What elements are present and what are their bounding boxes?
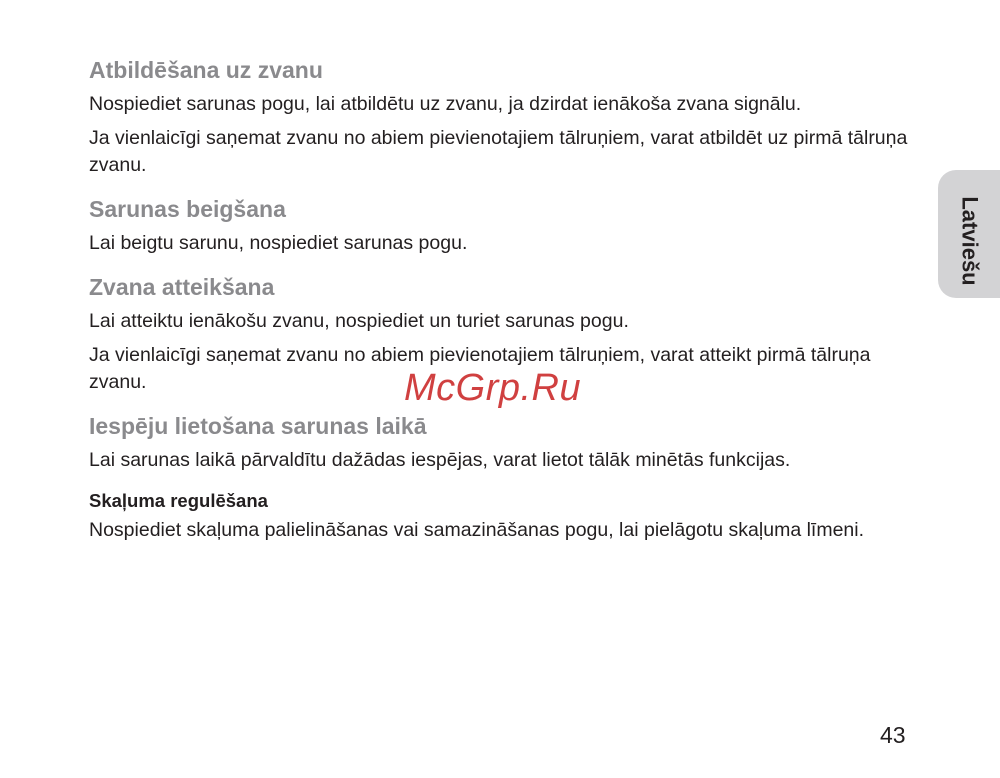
paragraph: Ja vienlaicīgi saņemat zvanu no abiem pievienotajiem tālruņiem, varat atteikt pirmā tālruņa zvanu. (89, 344, 871, 393)
paragraph: Ja vienlaicīgi saņemat zvanu no abiem pievienotajiem tālruņiem, varat atbildēt uz pirmā tālruņa zvanu. (89, 127, 908, 176)
section-heading: Atbildēšana uz zvanu (89, 57, 323, 83)
paragraph: Lai beigtu sarunu, nospiediet sarunas pogu. (89, 232, 468, 254)
language-tab-label-wrapper (939, 196, 1000, 286)
page-content (89, 56, 919, 560)
sub-heading: Skaļuma regulēšana (89, 490, 268, 511)
section-in-call-options (89, 412, 919, 544)
section-heading: Iespēju lietošana sarunas laikā (89, 413, 427, 439)
watermark: McGrp.Ru (404, 367, 582, 409)
section-heading: Sarunas beigšana (89, 196, 286, 222)
paragraph: Nospiediet skaļuma palielināšanas vai samazināšanas pogu, lai pielāgotu skaļuma līmeni. (89, 519, 865, 541)
section-ending-call (89, 195, 919, 257)
section-answering-call (89, 56, 919, 179)
section-heading: Zvana atteikšana (89, 274, 275, 300)
paragraph: Nospiediet sarunas pogu, lai atbildētu uz zvanu, ja dzirdat ienākoša zvana signālu. (89, 93, 802, 115)
page-number: 43 (880, 722, 906, 748)
paragraph: Lai atteiktu ienākošu zvanu, nospiediet un turiet sarunas pogu. (89, 310, 629, 332)
language-tab-label: Latviešu (958, 196, 984, 286)
subsection-volume-adjustment (89, 488, 919, 544)
paragraph: Lai sarunas laikā pārvaldītu dažādas iespējas, varat lietot tālāk minētās funkcijas. (89, 449, 791, 471)
